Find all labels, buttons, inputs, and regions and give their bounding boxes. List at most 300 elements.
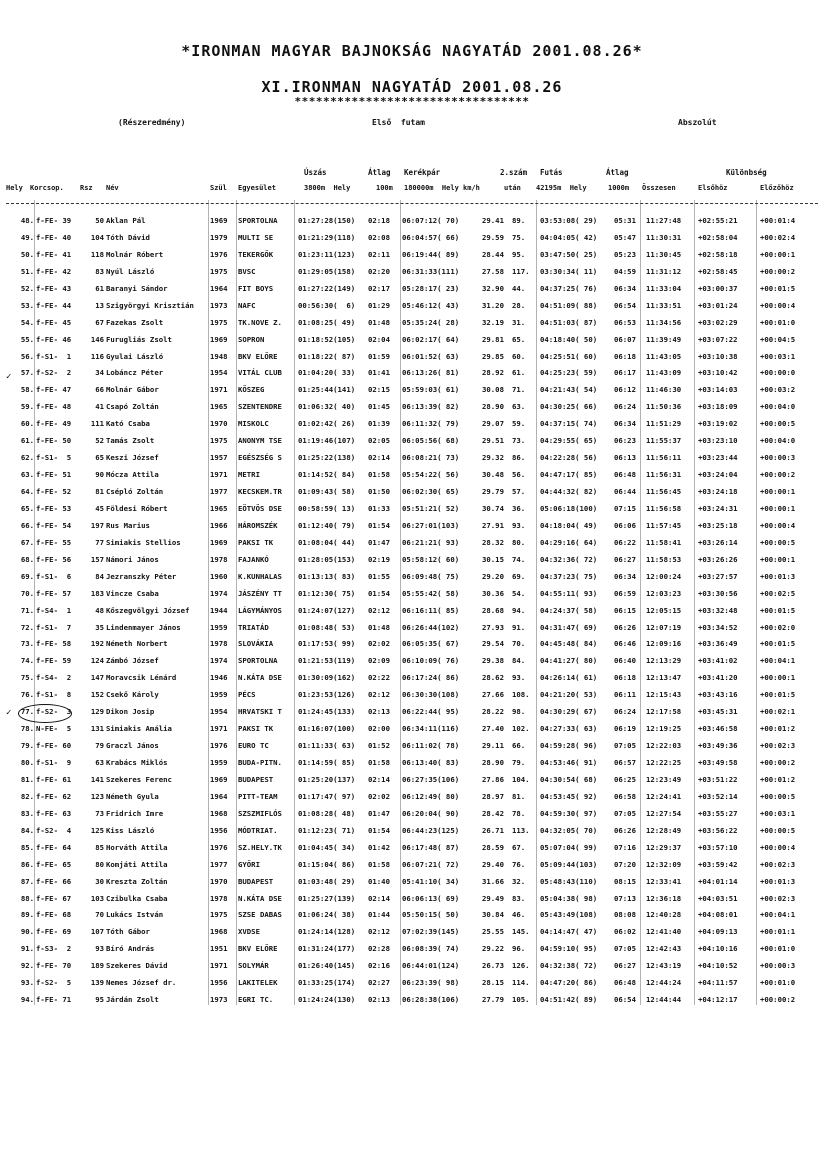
diff-to-previous-cell: +00:00:0 <box>760 368 796 378</box>
run-time-cell: 05:43:49(108) <box>540 910 598 920</box>
bike-time-cell: 06:07:12( 70) <box>402 216 460 225</box>
header-t2: után <box>504 184 521 192</box>
bib-cell: 129 <box>90 707 104 717</box>
category-cell: f-S1- 1 <box>36 351 72 361</box>
diff-to-first-cell: +03:55:27 <box>698 808 738 818</box>
swim-pace-cell: 02:18 <box>368 216 390 225</box>
diff-to-first-cell: +04:12:17 <box>698 995 738 1005</box>
bike-time-cell: 06:11:02( 78) <box>402 741 460 751</box>
club-cell: N.KÁTA DSE <box>238 673 282 683</box>
bib-cell: 90 <box>95 470 104 480</box>
diff-to-first-cell: +03:19:02 <box>698 419 738 429</box>
swim-time-cell: 01:06:24( 38) <box>298 910 356 920</box>
birth-year-cell: 1964 <box>210 791 228 801</box>
athlete-name-cell: Gyulai László <box>106 351 164 361</box>
header-name: Név <box>106 184 119 192</box>
handdrawn-tick-mark: ✓ <box>6 372 12 382</box>
athlete-name-cell: Földesi Róbert <box>106 503 168 513</box>
bike-speed-cell: 27.58 <box>482 266 504 276</box>
diff-to-previous-cell: +00:04:0 <box>760 402 796 412</box>
birth-year-cell: 1964 <box>210 283 228 293</box>
swim-time-cell: 01:25:20(137) <box>298 774 356 784</box>
bike-speed-cell: 29.11 <box>482 741 504 751</box>
diff-to-first-cell: +04:09:13 <box>698 927 738 937</box>
rank-after-bike-cell: 145. <box>512 927 530 937</box>
place-cell: 86. <box>20 859 34 869</box>
athlete-name-cell: Csapó Zoltán <box>106 402 159 412</box>
diff-to-first-cell: +03:57:10 <box>698 842 738 852</box>
bike-time-cell: 06:09:48( 75) <box>402 571 460 581</box>
bike-speed-cell: 27.91 <box>482 520 504 530</box>
rank-after-bike-cell: 60. <box>512 351 526 361</box>
bike-speed-cell: 30.36 <box>482 588 504 598</box>
athlete-name-cell: Moravcsik Lénárd <box>106 673 177 683</box>
header-t3: 1000m <box>608 184 630 192</box>
place-cell: 92. <box>20 961 34 971</box>
swim-time-cell: 01:21:29(118) <box>298 232 356 242</box>
diff-to-first-cell: +03:32:48 <box>698 605 738 615</box>
run-time-cell: 04:55:11( 93) <box>540 588 598 598</box>
category-cell: f-FE- 71 <box>36 995 72 1005</box>
diff-to-first-cell: +03:52:14 <box>698 791 738 801</box>
total-time-cell: 12:07:19 <box>646 622 682 632</box>
athlete-name-cell: Tóth Dávid <box>106 232 150 242</box>
bib-cell: 147 <box>90 673 104 683</box>
diff-to-first-cell: +04:10:52 <box>698 961 738 971</box>
bib-cell: 131 <box>90 724 104 734</box>
header-diff-first: Elsőhöz <box>698 184 728 192</box>
place-cell: 78. <box>20 724 34 734</box>
diff-to-first-cell: +03:18:09 <box>698 402 738 412</box>
diff-to-first-cell: +03:30:56 <box>698 588 738 598</box>
diff-to-first-cell: +03:02:29 <box>698 317 738 327</box>
diff-to-previous-cell: +00:02:1 <box>760 707 796 717</box>
category-cell: f-FE- 59 <box>36 656 72 666</box>
run-time-cell: 04:04:05( 42) <box>540 232 598 242</box>
bib-cell: 123 <box>90 791 104 801</box>
table-row <box>6 637 820 654</box>
club-cell: BUDAPEST <box>238 774 274 784</box>
run-pace-cell: 06:46 <box>614 639 636 649</box>
category-cell: f-FE- 46 <box>36 334 72 344</box>
category-cell: f-FE- 54 <box>36 520 72 530</box>
athlete-name-cell: Zámbó József <box>106 656 159 666</box>
swim-time-cell: 00:58:59( 13) <box>298 503 356 513</box>
place-cell: 70. <box>20 588 34 598</box>
diff-to-first-cell: +04:11:57 <box>698 978 738 988</box>
run-time-cell: 04:26:14( 61) <box>540 673 598 683</box>
bike-time-cell: 05:55:42( 58) <box>402 588 460 598</box>
diff-to-previous-cell: +00:00:4 <box>760 842 796 852</box>
table-row <box>6 705 820 722</box>
diff-to-first-cell: +04:03:51 <box>698 893 738 903</box>
birth-year-cell: 1970 <box>210 419 228 429</box>
rank-after-bike-cell: 78. <box>512 808 526 818</box>
rank-after-bike-cell: 65. <box>512 334 526 344</box>
run-pace-cell: 06:54 <box>614 995 636 1005</box>
category-cell: f-FE- 62 <box>36 791 72 801</box>
rank-after-bike-cell: 117. <box>512 266 530 276</box>
bib-cell: 50 <box>95 216 104 225</box>
category-cell: f-FE- 53 <box>36 503 72 513</box>
swim-time-cell: 01:18:52(105) <box>298 334 356 344</box>
diff-to-first-cell: +03:10:38 <box>698 351 738 361</box>
title-underline-stars: ********************************* <box>294 95 530 108</box>
table-row <box>6 333 820 350</box>
rank-after-bike-cell: 69. <box>512 571 526 581</box>
diff-to-previous-cell: +00:01:5 <box>760 283 796 293</box>
diff-to-first-cell: +03:25:18 <box>698 520 738 530</box>
birth-year-cell: 1977 <box>210 859 228 869</box>
run-time-cell: 05:07:04( 99) <box>540 842 598 852</box>
bib-cell: 183 <box>90 588 104 598</box>
run-time-cell: 04:32:36( 72) <box>540 554 598 564</box>
table-row <box>6 908 820 925</box>
bib-cell: 192 <box>90 639 104 649</box>
header-category: Korcsop. <box>30 184 64 192</box>
bike-speed-cell: 29.20 <box>482 571 504 581</box>
swim-time-cell: 01:29:05(158) <box>298 266 356 276</box>
place-cell: 77. <box>20 707 34 717</box>
diff-to-previous-cell: +00:00:1 <box>760 487 796 496</box>
swim-pace-cell: 02:28 <box>368 944 390 954</box>
swim-time-cell: 01:18:22( 87) <box>298 351 356 361</box>
diff-to-first-cell: +02:58:45 <box>698 266 738 276</box>
bike-speed-cell: 28.62 <box>482 673 504 683</box>
birth-year-cell: 1946 <box>210 673 228 683</box>
table-row <box>6 265 820 282</box>
diff-to-first-cell: +03:24:31 <box>698 503 738 513</box>
rank-after-bike-cell: 114. <box>512 978 530 988</box>
diff-to-previous-cell: +00:00:5 <box>760 537 796 547</box>
swim-pace-cell: 01:58 <box>368 859 390 869</box>
run-time-cell: 04:29:55( 65) <box>540 436 598 446</box>
run-time-cell: 04:30:54( 68) <box>540 774 598 784</box>
run-pace-cell: 06:13 <box>614 453 636 463</box>
place-cell: 69. <box>20 571 34 581</box>
diff-to-first-cell: +03:14:03 <box>698 385 738 395</box>
swim-time-cell: 01:25:44(141) <box>298 385 356 395</box>
club-cell: LÁGYMÁNYOS <box>238 605 282 615</box>
total-time-cell: 11:55:37 <box>646 436 682 446</box>
run-pace-cell: 05:23 <box>614 249 636 259</box>
run-time-cell: 04:59:10( 95) <box>540 944 598 954</box>
diff-to-previous-cell: +00:00:1 <box>760 249 796 259</box>
header-t2-group: 2.szám <box>500 168 528 177</box>
club-cell: BVSC <box>238 266 256 276</box>
bike-time-cell: 06:21:21( 93) <box>402 537 460 547</box>
category-cell: f-FE- 48 <box>36 402 72 412</box>
rank-after-bike-cell: 79. <box>512 758 526 767</box>
club-cell: SOLYMÁR <box>238 961 269 971</box>
swim-pace-cell: 02:00 <box>368 724 390 734</box>
bike-time-cell: 06:26:44(102) <box>402 622 460 632</box>
rank-after-bike-cell: 108. <box>512 690 530 700</box>
swim-pace-cell: 02:13 <box>368 995 390 1005</box>
birth-year-cell: 1948 <box>210 351 228 361</box>
bike-time-cell: 06:07:21( 72) <box>402 859 460 869</box>
run-pace-cell: 06:34 <box>614 419 636 429</box>
bike-speed-cell: 26.71 <box>482 825 504 835</box>
place-cell: 82. <box>20 791 34 801</box>
swim-time-cell: 01:15:04( 86) <box>298 859 356 869</box>
club-cell: PÉCS <box>238 690 256 700</box>
swim-time-cell: 01:27:28(150) <box>298 216 356 225</box>
athlete-name-cell: Horváth Attila <box>106 842 168 852</box>
swim-time-cell: 01:24:24(130) <box>298 995 356 1005</box>
swim-pace-cell: 02:20 <box>368 266 390 276</box>
athlete-name-cell: Szigyörgyi Krisztián <box>106 300 194 310</box>
total-time-cell: 11:34:56 <box>646 317 682 327</box>
birth-year-cell: 1977 <box>210 487 228 496</box>
total-time-cell: 12:00:24 <box>646 571 682 581</box>
bike-time-cell: 06:12:49( 80) <box>402 791 460 801</box>
swim-pace-cell: 01:47 <box>368 808 390 818</box>
birth-year-cell: 1979 <box>210 232 228 242</box>
rank-after-bike-cell: 84. <box>512 656 526 666</box>
bike-speed-cell: 29.59 <box>482 232 504 242</box>
swim-time-cell: 01:06:32( 40) <box>298 402 356 412</box>
bike-speed-cell: 27.86 <box>482 774 504 784</box>
bike-speed-cell: 26.73 <box>482 961 504 971</box>
run-pace-cell: 07:05 <box>614 944 636 954</box>
rank-after-bike-cell: 95. <box>512 249 526 259</box>
bike-speed-cell: 28.59 <box>482 842 504 852</box>
swim-time-cell: 01:13:13( 83) <box>298 571 356 581</box>
bib-cell: 95 <box>95 995 104 1005</box>
club-cell: JÁSZÉNY TT <box>238 588 282 598</box>
run-pace-cell: 07:20 <box>614 859 636 869</box>
category-cell: f-FE- 56 <box>36 554 72 564</box>
category-cell: N-FE- 5 <box>36 724 72 734</box>
table-row <box>6 299 820 316</box>
run-time-cell: 04:18:04( 49) <box>540 520 598 530</box>
place-cell: 84. <box>20 825 34 835</box>
birth-year-cell: 1951 <box>210 944 228 954</box>
bike-speed-cell: 29.54 <box>482 639 504 649</box>
table-row <box>6 824 820 841</box>
birth-year-cell: 1978 <box>210 893 228 903</box>
run-pace-cell: 08:15 <box>614 876 636 886</box>
total-time-cell: 11:56:58 <box>646 503 682 513</box>
athlete-name-cell: Csépló Zoltán <box>106 487 164 496</box>
club-cell: HRVATSKI T <box>238 707 282 717</box>
table-row <box>6 773 820 790</box>
diff-to-previous-cell: +00:00:3 <box>760 453 796 463</box>
athlete-name-cell: Simiakis Stellios <box>106 537 181 547</box>
run-time-cell: 05:48:43(110) <box>540 876 598 886</box>
diff-to-first-cell: +03:01:24 <box>698 300 738 310</box>
birth-year-cell: 1971 <box>210 724 228 734</box>
bike-speed-cell: 29.49 <box>482 893 504 903</box>
bike-speed-cell: 30.48 <box>482 470 504 480</box>
table-row <box>6 383 820 400</box>
diff-to-first-cell: +03:26:26 <box>698 554 738 564</box>
rank-after-bike-cell: 126. <box>512 961 530 971</box>
table-row <box>6 417 820 434</box>
club-cell: PAKSI TK <box>238 724 274 734</box>
header-t3-group: Átlag <box>606 168 629 177</box>
bike-speed-cell: 28.32 <box>482 537 504 547</box>
diff-to-previous-cell: +00:01:5 <box>760 639 796 649</box>
total-time-cell: 11:58:41 <box>646 537 682 547</box>
run-time-cell: 04:32:05( 70) <box>540 825 598 835</box>
bike-time-cell: 06:06:13( 69) <box>402 893 460 903</box>
run-time-cell: 04:37:23( 75) <box>540 571 598 581</box>
run-time-cell: 04:31:47( 69) <box>540 622 598 632</box>
bike-speed-cell: 29.38 <box>482 656 504 666</box>
category-cell: f-S1- 6 <box>36 571 72 581</box>
table-row <box>6 925 820 942</box>
category-cell: f-FE- 42 <box>36 266 72 276</box>
club-cell: SZ.HELY.TK <box>238 842 282 852</box>
bib-cell: 73 <box>95 808 104 818</box>
swim-time-cell: 01:17:47( 97) <box>298 791 356 801</box>
total-time-cell: 11:46:30 <box>646 385 682 395</box>
total-time-cell: 11:56:11 <box>646 453 682 463</box>
swim-time-cell: 01:08:48( 53) <box>298 622 356 632</box>
athlete-name-cell: Kőszegvölgyi József <box>106 605 190 615</box>
swim-pace-cell: 02:22 <box>368 673 390 683</box>
club-cell: SZSZMIFLÓS <box>238 808 282 818</box>
bike-speed-cell: 31.20 <box>482 300 504 310</box>
rank-after-bike-cell: 105. <box>512 995 530 1005</box>
swim-pace-cell: 02:08 <box>368 232 390 242</box>
diff-to-previous-cell: +00:02:0 <box>760 622 796 632</box>
category-cell: f-S2- 4 <box>36 825 72 835</box>
club-cell: EÖTVÖS DSE <box>238 503 282 513</box>
birth-year-cell: 1968 <box>210 927 228 937</box>
place-cell: 81. <box>20 774 34 784</box>
club-cell: K.KUNHALAS <box>238 571 282 581</box>
run-pace-cell: 06:15 <box>614 605 636 615</box>
bike-time-cell: 06:10:09( 76) <box>402 656 460 666</box>
athlete-name-cell: Lobáncz Péter <box>106 368 164 378</box>
rank-after-bike-cell: 44. <box>512 283 526 293</box>
bike-speed-cell: 28.92 <box>482 368 504 378</box>
athlete-name-cell: Dikon Josip <box>106 707 155 717</box>
rank-after-bike-cell: 56. <box>512 470 526 480</box>
birth-year-cell: 1978 <box>210 639 228 649</box>
rank-after-bike-cell: 32. <box>512 876 526 886</box>
run-pace-cell: 07:16 <box>614 842 636 852</box>
bike-time-cell: 06:19:44( 89) <box>402 249 460 259</box>
birth-year-cell: 1954 <box>210 368 228 378</box>
bike-speed-cell: 28.90 <box>482 402 504 412</box>
swim-pace-cell: 01:40 <box>368 876 390 886</box>
total-time-cell: 12:44:44 <box>646 995 682 1005</box>
rank-after-bike-cell: 86. <box>512 453 526 463</box>
birth-year-cell: 1974 <box>210 656 228 666</box>
category-cell: f-FE- 39 <box>36 216 72 225</box>
table-row <box>6 654 820 671</box>
diff-to-previous-cell: +00:01:5 <box>760 605 796 615</box>
diff-to-previous-cell: +00:00:5 <box>760 825 796 835</box>
run-time-cell: 04:25:23( 59) <box>540 368 598 378</box>
run-pace-cell: 05:31 <box>614 216 636 225</box>
diff-to-first-cell: +03:49:58 <box>698 758 738 767</box>
total-time-cell: 12:29:37 <box>646 842 682 852</box>
bike-speed-cell: 27.93 <box>482 622 504 632</box>
total-time-cell: 11:33:04 <box>646 283 682 293</box>
bib-cell: 84 <box>95 571 104 581</box>
swim-time-cell: 01:24:45(133) <box>298 707 356 717</box>
place-cell: 88. <box>20 893 34 903</box>
place-cell: 62. <box>20 453 34 463</box>
rank-after-bike-cell: 102. <box>512 724 530 734</box>
bike-time-cell: 06:13:39( 82) <box>402 402 460 412</box>
swim-pace-cell: 02:04 <box>368 334 390 344</box>
rank-after-bike-cell: 93. <box>512 673 526 683</box>
diff-to-previous-cell: +00:00:1 <box>760 503 796 513</box>
bike-time-cell: 05:41:10( 34) <box>402 876 460 886</box>
bib-cell: 146 <box>90 334 104 344</box>
birth-year-cell: 1976 <box>210 741 228 751</box>
bike-speed-cell: 31.66 <box>482 876 504 886</box>
bike-speed-cell: 29.07 <box>482 419 504 429</box>
header-swim: 3800m Hely <box>304 184 351 192</box>
run-time-cell: 04:53:45( 92) <box>540 791 598 801</box>
birth-year-cell: 1975 <box>210 317 228 327</box>
bib-cell: 197 <box>90 520 104 530</box>
run-pace-cell: 04:59 <box>614 266 636 276</box>
total-time-cell: 12:42:43 <box>646 944 682 954</box>
run-time-cell: 04:21:20( 53) <box>540 690 598 700</box>
run-pace-cell: 06:24 <box>614 402 636 412</box>
bike-speed-cell: 30.74 <box>482 503 504 513</box>
bike-speed-cell: 29.79 <box>482 487 504 496</box>
header-club: Egyesület <box>238 184 276 192</box>
category-cell: f-FE- 40 <box>36 232 72 242</box>
rank-after-bike-cell: 80. <box>512 537 526 547</box>
header-born: Szül <box>210 184 227 192</box>
swim-pace-cell: 02:12 <box>368 927 390 937</box>
total-time-cell: 11:43:09 <box>646 368 682 378</box>
bib-cell: 67 <box>95 317 104 327</box>
bike-time-cell: 06:01:52( 63) <box>402 351 460 361</box>
athlete-name-cell: Kreszta Zoltán <box>106 876 168 886</box>
table-row <box>6 841 820 858</box>
diff-to-previous-cell: +00:01:3 <box>760 571 796 581</box>
table-row <box>6 231 820 248</box>
header-divider <box>6 203 818 204</box>
bike-time-cell: 05:58:12( 60) <box>402 554 460 564</box>
bib-cell: 85 <box>95 842 104 852</box>
bike-time-cell: 05:59:03( 61) <box>402 385 460 395</box>
swim-time-cell: 01:08:25( 49) <box>298 317 356 327</box>
diff-to-first-cell: +03:07:22 <box>698 334 738 344</box>
swim-pace-cell: 01:47 <box>368 537 390 547</box>
swim-time-cell: 01:26:40(145) <box>298 961 356 971</box>
total-time-cell: 11:51:29 <box>646 419 682 429</box>
diff-to-previous-cell: +00:00:3 <box>760 961 796 971</box>
diff-to-previous-cell: +00:00:2 <box>760 266 796 276</box>
run-pace-cell: 06:17 <box>614 368 636 378</box>
rank-after-bike-cell: 104. <box>512 774 530 784</box>
run-time-cell: 04:22:28( 56) <box>540 453 598 463</box>
diff-to-first-cell: +03:36:49 <box>698 639 738 649</box>
club-cell: LAKITELEK <box>238 978 278 988</box>
bib-cell: 103 <box>90 893 104 903</box>
category-cell: f-FE- 60 <box>36 741 72 751</box>
bib-cell: 41 <box>95 402 104 412</box>
athlete-name-cell: Lindenmayer János <box>106 622 181 632</box>
table-row <box>6 214 820 231</box>
birth-year-cell: 1954 <box>210 707 228 717</box>
diff-to-first-cell: +03:41:02 <box>698 656 738 666</box>
bike-speed-cell: 29.81 <box>482 334 504 344</box>
bike-time-cell: 05:54:22( 56) <box>402 470 460 480</box>
